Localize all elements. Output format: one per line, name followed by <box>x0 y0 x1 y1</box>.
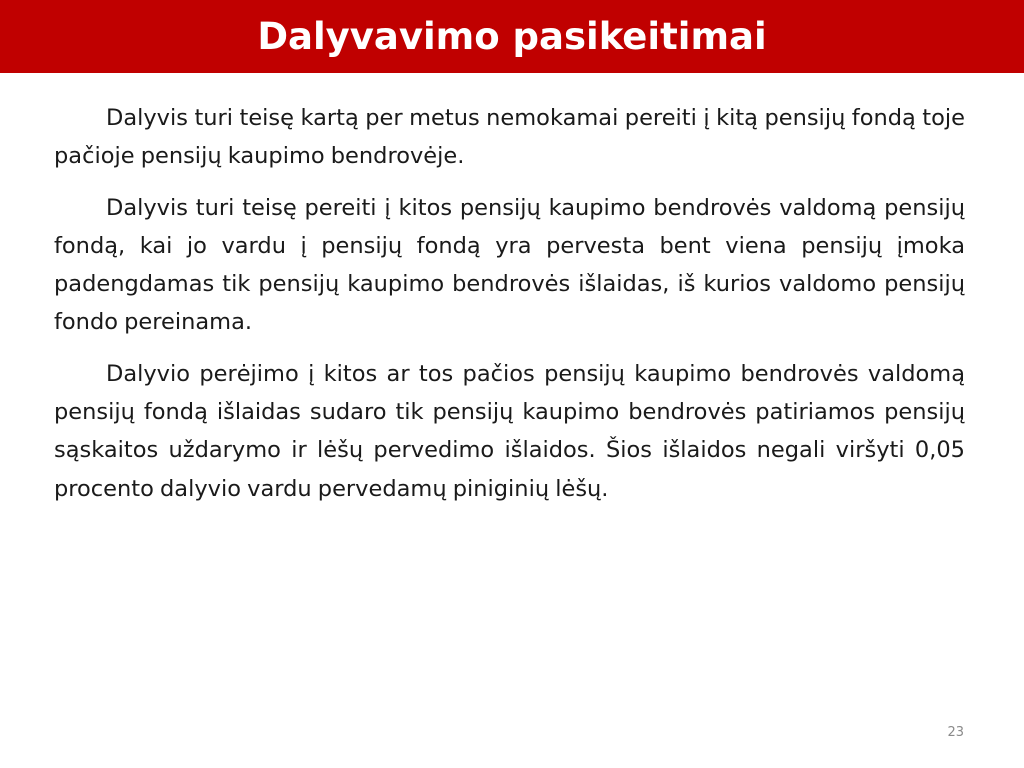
title-bar <box>0 0 1024 73</box>
slide-body <box>54 99 984 521</box>
paragraph-1: Dalyvis turi teisę kartą per metus nemokamai pereiti į kitą pensijų fondą toje pačioje pensijų kaupimo bendrovėje. <box>54 105 965 170</box>
paragraph-3: Dalyvio perėjimo į kitos ar tos pačios pensijų kaupimo bendrovės valdomą pensijų fondą išlaidas sudaro tik pensijų kaupimo bendrovės patiriamos pensijų sąskaitos uždarymo ir lėšų pervedimo išlaidos. Šios išlaidos negali viršyti 0,05 procento dalyvio vardu pervedamų piniginių lėšų. <box>54 360 965 502</box>
slide-title: Dalyvavimo pasikeitimai <box>257 15 767 58</box>
paragraph-2: Dalyvis turi teisę pereiti į kitos pensijų kaupimo bendrovės valdomą pensijų fondą, kai jo vardu į pensijų fondą yra pervesta bent viena pensijų įmoka padengdamas tik pensijų kaupimo bendrovės išlaidas, iš kurios valdomo pensijų fondo pereinama. <box>54 194 984 336</box>
page-number: 23 <box>947 725 964 740</box>
